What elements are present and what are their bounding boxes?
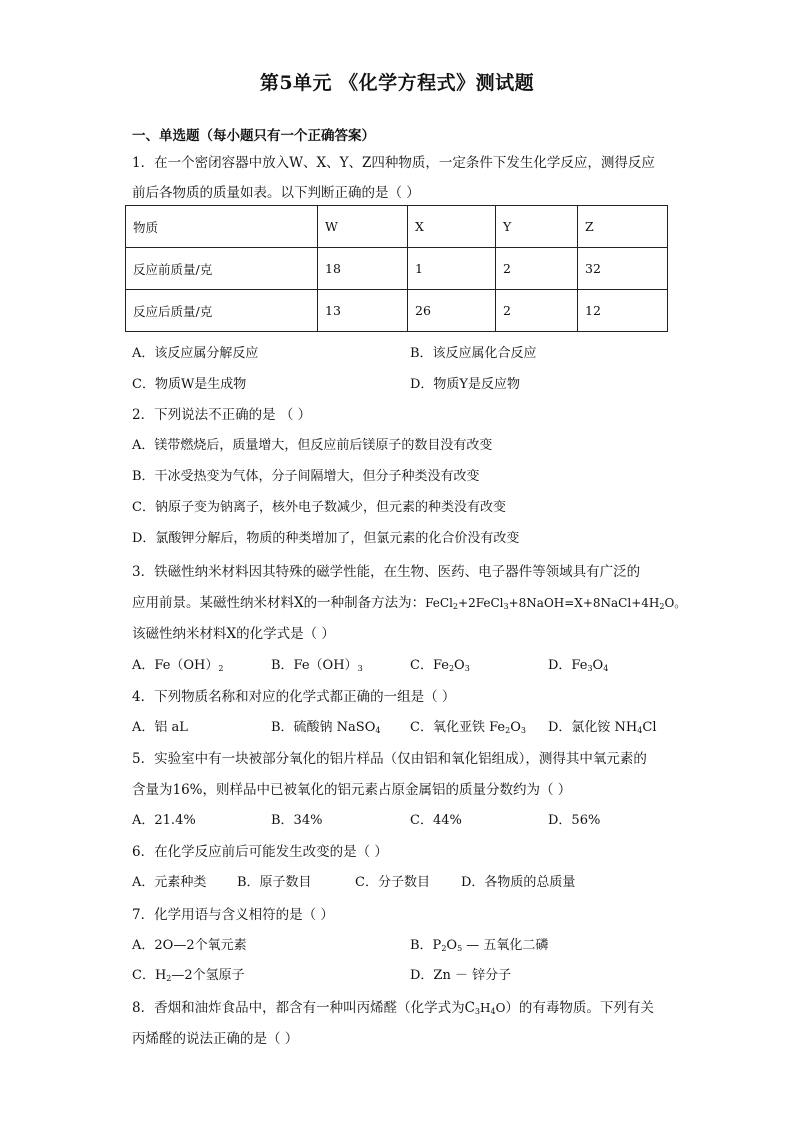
q5-option-c[interactable]: C．44% bbox=[410, 813, 462, 828]
mass-table bbox=[125, 205, 668, 332]
q2-option-b[interactable]: B．干冰受热变为气体，分子间隔增大，但分子种类没有改变 bbox=[132, 469, 480, 484]
q7-option-c[interactable]: C．$H_2—2$个氢原子 bbox=[132, 968, 245, 983]
table-cell: 反应后质量/克 bbox=[126, 290, 318, 332]
q1-option-a[interactable]: A．该反应属分解反应 bbox=[132, 346, 259, 361]
table-cell: 反应前质量/克 bbox=[126, 248, 318, 290]
table-cell: Z bbox=[578, 206, 668, 248]
q7-option-b-label: B．P bbox=[410, 938, 442, 953]
question-4-stem: 4．下列物质名称和对应的化学式都正确的一组是（ ） bbox=[132, 689, 456, 705]
question-8-line-2: 丙烯醛的说法正确的是（ ） bbox=[132, 1031, 299, 1047]
question-5-line-1: 5．实验室中有一块被部分氧化的铝片样品（仅由铝和氧化铝组成），测得其中氧元素的 bbox=[132, 751, 647, 767]
q6-option-d[interactable]: D．各物质的总质量 bbox=[461, 875, 576, 890]
question-1-line-2: 前后各物质的质量如表。以下判断正确的是（ ） bbox=[132, 185, 420, 201]
table-header-row bbox=[126, 206, 668, 248]
q6-option-b[interactable]: B．原子数目 bbox=[237, 875, 312, 890]
question-8-line-1 bbox=[132, 996, 654, 1016]
q3-option-d-label: D．Fe bbox=[548, 658, 588, 673]
q5-option-d[interactable]: D．56% bbox=[548, 813, 601, 828]
table-row bbox=[126, 290, 668, 332]
q4-option-b-label: B．硫酸钠 NaSO bbox=[271, 720, 376, 735]
question-3-line-1: 3．铁磁性纳米材料因其特殊的磁学性能，在生物、医药、电子器件等领域具有广泛的 bbox=[132, 564, 641, 580]
q6-option-c[interactable]: C．分子数目 bbox=[355, 875, 430, 890]
q3-option-b-label: B．Fe（OH） bbox=[271, 658, 358, 673]
q8-formula: $_3H_4O$ bbox=[474, 1001, 506, 1016]
table-cell: 1 bbox=[408, 248, 496, 290]
q4-option-b[interactable]: B．硫酸钠 NaSO$_4$ bbox=[271, 720, 381, 735]
q7-option-b[interactable]: B．$P_2O_5$ — 五氧化二磷 bbox=[410, 938, 549, 953]
q1-option-c[interactable]: C．物质W是生成物 bbox=[132, 377, 247, 392]
q3-option-a[interactable]: A．$Fe(OH)_2$ bbox=[132, 658, 224, 673]
table-row bbox=[126, 248, 668, 290]
q1-option-b[interactable]: B．该反应属化合反应 bbox=[410, 346, 537, 361]
question-1-line-1: 1．在一个密闭容器中放入W、X、Y、Z四种物质，一定条件下发生化学反应，测得反应 bbox=[132, 155, 655, 171]
q6-option-a[interactable]: A．元素种类 bbox=[132, 875, 207, 890]
q2-option-a[interactable]: A．镁带燃烧后，质量增大，但反应前后镁原子的数目没有改变 bbox=[132, 438, 493, 453]
q2-option-d[interactable]: D．氯酸钾分解后，物质的种类增加了，但氯元素的化合价没有改变 bbox=[132, 531, 520, 546]
table-cell: X bbox=[408, 206, 496, 248]
table-cell: 32 bbox=[578, 248, 668, 290]
table-cell: 2 bbox=[496, 248, 578, 290]
q2-option-c[interactable]: C．钠原子变为钠离子，核外电子数减少，但元素的种类没有改变 bbox=[132, 500, 506, 515]
table-cell: 物质 bbox=[126, 206, 318, 248]
q4-option-d[interactable]: D．氯化铵 $NH_4Cl$ bbox=[548, 720, 657, 735]
q7-option-d[interactable]: D．Zn － 锌分子 bbox=[410, 968, 512, 983]
table-cell: 18 bbox=[318, 248, 408, 290]
question-3-line-3: 该磁性纳米材料X的化学式是（ ） bbox=[132, 626, 335, 642]
q4-option-a[interactable]: A．铝 aL bbox=[132, 720, 188, 735]
q3-line-2-text: 应用前景。某磁性纳米材料X的一种制备方法为： bbox=[132, 595, 426, 611]
question-2-stem: 2．下列说法不正确的是 （ ） bbox=[132, 407, 312, 423]
table-cell: 26 bbox=[408, 290, 496, 332]
table-cell: Y bbox=[496, 206, 578, 248]
table-cell: W bbox=[318, 206, 408, 248]
q4-option-c[interactable]: C．氧化亚铁 $Fe_2O_3$ bbox=[410, 720, 526, 735]
question-3-line-2 bbox=[132, 591, 686, 611]
q3-option-b[interactable]: B．$Fe(OH)_3$ bbox=[271, 658, 363, 673]
q3-option-c-label: C．Fe bbox=[410, 658, 449, 673]
q3-equation: $FeCl_2+2FeCl_3+8NaOH=X+8NaCl+4H_2O$。 bbox=[425, 596, 687, 611]
q5-option-a[interactable]: A．21.4% bbox=[132, 813, 196, 828]
table-cell: 2 bbox=[496, 290, 578, 332]
question-6-stem: 6．在化学反应前后可能发生改变的是（ ） bbox=[132, 844, 388, 860]
q3-option-a-label: A．Fe（OH） bbox=[132, 658, 219, 673]
section-heading: 一、单选题（每小题只有一个正确答案） bbox=[132, 128, 375, 144]
q4-option-c-label: C．氧化亚铁 Fe bbox=[410, 720, 506, 735]
q8-line-1-rest: ）的有毒物质。下列有关 bbox=[505, 1000, 654, 1016]
q7-option-c-label: C．H bbox=[132, 968, 167, 983]
q3-option-c[interactable]: C．$Fe_2O_3$ bbox=[410, 658, 470, 673]
q8-line-1-text: 8．香烟和油炸食品中，都含有一种叫丙烯醛（化学式为C bbox=[132, 1000, 475, 1016]
q3-option-d[interactable]: D．$Fe_3O_4$ bbox=[548, 658, 609, 673]
table-cell: 12 bbox=[578, 290, 668, 332]
question-7-stem: 7．化学用语与含义相符的是（ ） bbox=[132, 907, 334, 923]
table-cell: 13 bbox=[318, 290, 408, 332]
q1-option-d[interactable]: D．物质Y是反应物 bbox=[410, 377, 521, 392]
q4-option-d-label: D．氯化铵 NH bbox=[548, 720, 638, 735]
q7-option-a[interactable]: A．2O—2个氧元素 bbox=[132, 938, 247, 953]
question-5-line-2: 含量为16%，则样品中已被氧化的铝元素占原金属铝的质量分数约为（ ） bbox=[132, 782, 572, 798]
page-title: 第5单元 《化学方程式》测试题 bbox=[259, 72, 535, 94]
q5-option-b[interactable]: B．34% bbox=[271, 813, 323, 828]
